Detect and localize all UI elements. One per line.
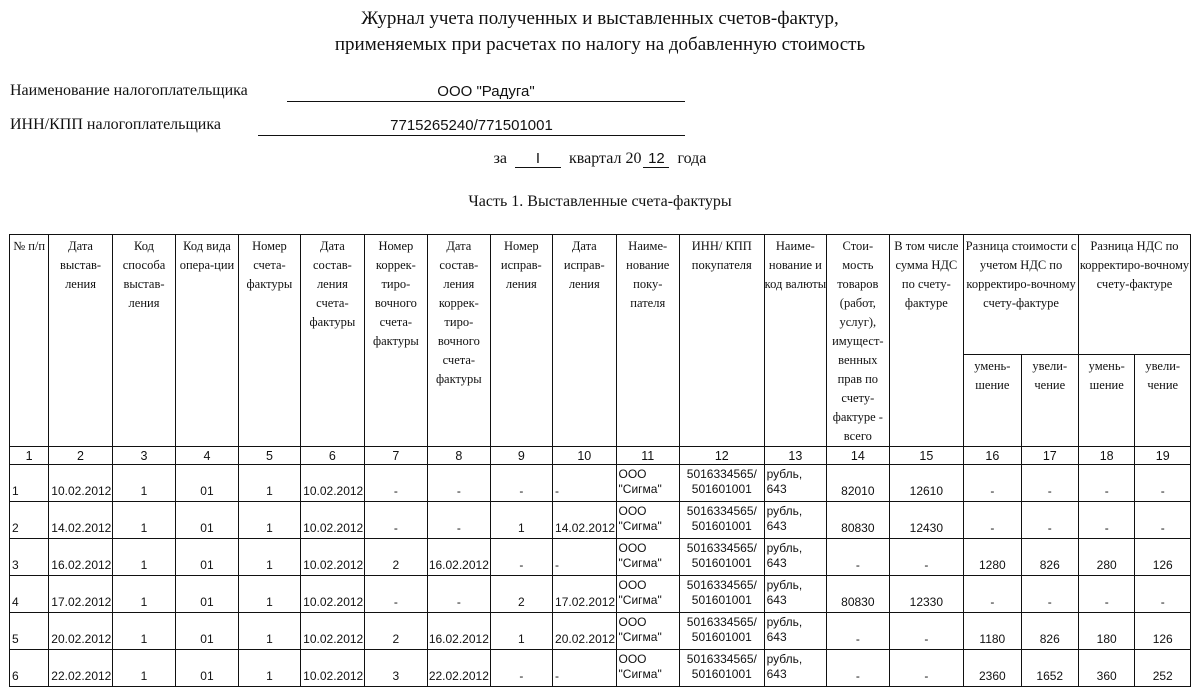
- method-code: 1: [112, 650, 175, 687]
- currency-line: 643: [766, 593, 787, 607]
- cost-diff-increase: 826: [1021, 539, 1078, 576]
- header-c6: Дата состав-ления счета-фактуры: [301, 235, 364, 447]
- invoice-date: 10.02.2012: [301, 502, 364, 539]
- issue-date: 16.02.2012: [49, 539, 112, 576]
- vat-diff-decrease: -: [1078, 576, 1134, 613]
- invoice-date: 10.02.2012: [301, 465, 364, 502]
- buyer-inn-kpp: [679, 613, 764, 650]
- cost-diff-increase: 826: [1021, 613, 1078, 650]
- total-cost: -: [827, 539, 889, 576]
- column-number: 10: [553, 447, 616, 465]
- column-number: 8: [428, 447, 490, 465]
- buyer-inn-kpp-line: 501601001: [691, 519, 752, 533]
- buyer-inn-kpp: [679, 539, 764, 576]
- invoice-number: 1: [238, 465, 300, 502]
- row-number: 6: [10, 650, 49, 687]
- buyer-name: [616, 502, 679, 539]
- buyer-inn-kpp-line: 501601001: [691, 593, 752, 607]
- issue-date: 10.02.2012: [49, 465, 112, 502]
- table-body: [10, 465, 1191, 687]
- cost-diff-decrease: -: [964, 465, 1021, 502]
- inn-label: ИНН/КПП налогоплательщика: [10, 116, 221, 133]
- method-code: 1: [112, 465, 175, 502]
- table-row: [10, 613, 1191, 650]
- column-number: 19: [1135, 447, 1191, 465]
- correction-invoice-date: -: [428, 502, 490, 539]
- buyer-name: [616, 539, 679, 576]
- buyer-name-line: "Сигма": [618, 482, 662, 496]
- period-quarter: I: [515, 150, 561, 168]
- buyer-inn-kpp-line: 5016334565/: [686, 615, 757, 629]
- correction-invoice-number: -: [364, 465, 427, 502]
- currency: [764, 465, 826, 502]
- invoice-number: 1: [238, 650, 300, 687]
- invoice-date: 10.02.2012: [301, 576, 364, 613]
- correction-invoice-date: 16.02.2012: [428, 613, 490, 650]
- header-c10: Дата исправ-ления: [553, 235, 616, 447]
- vat-amount: -: [889, 650, 964, 687]
- correction-invoice-date: 16.02.2012: [428, 539, 490, 576]
- column-number: 4: [176, 447, 238, 465]
- currency-line: 643: [766, 556, 787, 570]
- header-c17: увели-чение: [1021, 355, 1078, 447]
- buyer-inn-kpp: [679, 502, 764, 539]
- fix-number: -: [490, 650, 552, 687]
- period-suffix: года: [677, 150, 707, 167]
- buyer-name-line: "Сигма": [618, 667, 662, 681]
- vat-diff-increase: 126: [1135, 613, 1191, 650]
- row-number: 3: [10, 539, 49, 576]
- currency: [764, 502, 826, 539]
- header-c4: Код вида опера-ции: [176, 235, 238, 447]
- currency-line: рубль,: [766, 541, 803, 555]
- cost-diff-increase: -: [1021, 576, 1078, 613]
- journal-title-line2: применяемых при расчетах по налогу на добавленную стоимость: [334, 34, 866, 55]
- method-code: 1: [112, 502, 175, 539]
- vat-diff-decrease: 280: [1078, 539, 1134, 576]
- part-title: Часть 1. Выставленные счета-фактуры: [468, 193, 732, 210]
- cost-diff-increase: 1652: [1021, 650, 1078, 687]
- cost-diff-increase: -: [1021, 465, 1078, 502]
- total-cost: -: [827, 650, 889, 687]
- buyer-name-line: ООО: [618, 652, 647, 666]
- fix-number: 1: [490, 613, 552, 650]
- vat-amount: -: [889, 613, 964, 650]
- fix-number: 1: [490, 502, 552, 539]
- header-c9: Номер исправ-ления: [490, 235, 552, 447]
- vat-diff-increase: 252: [1135, 650, 1191, 687]
- buyer-inn-kpp-line: 5016334565/: [686, 504, 757, 518]
- header-c5: Номер счета-фактуры: [238, 235, 300, 447]
- operation-code: 01: [176, 613, 238, 650]
- buyer-name-line: ООО: [618, 541, 647, 555]
- header-c8: Дата состав-ления коррек-тиро-вочного счета-фактуры: [428, 235, 490, 447]
- table-row: [10, 465, 1191, 502]
- buyer-inn-kpp: [679, 650, 764, 687]
- column-number: 16: [964, 447, 1021, 465]
- invoice-date: 10.02.2012: [301, 650, 364, 687]
- taxpayer-name: ООО "Радуга": [287, 83, 685, 102]
- method-code: 1: [112, 613, 175, 650]
- fix-date: 20.02.2012: [553, 613, 616, 650]
- currency: [764, 650, 826, 687]
- table-row: [10, 539, 1191, 576]
- column-number-row: [10, 447, 1191, 465]
- buyer-inn-kpp-line: 501601001: [691, 630, 752, 644]
- buyer-name-line: "Сигма": [618, 593, 662, 607]
- header-c12: ИНН/ КПП покупателя: [679, 235, 764, 447]
- buyer-name-line: ООО: [618, 467, 647, 481]
- total-cost: 80830: [827, 502, 889, 539]
- buyer-name-line: ООО: [618, 578, 647, 592]
- column-number: 18: [1078, 447, 1134, 465]
- period-middle: квартал 20: [569, 150, 642, 167]
- vat-amount: 12330: [889, 576, 964, 613]
- buyer-name-line: "Сигма": [618, 519, 662, 533]
- issue-date: 20.02.2012: [49, 613, 112, 650]
- buyer-name: [616, 613, 679, 650]
- invoice-date: 10.02.2012: [301, 613, 364, 650]
- row-number: 2: [10, 502, 49, 539]
- buyer-inn-kpp-line: 5016334565/: [686, 541, 757, 555]
- issue-date: 14.02.2012: [49, 502, 112, 539]
- invoice-number: 1: [238, 613, 300, 650]
- buyer-inn-kpp-line: 501601001: [691, 667, 752, 681]
- currency-line: 643: [766, 667, 787, 681]
- currency-line: 643: [766, 630, 787, 644]
- header-c14: Стои-мость товаров (работ, услуг), имущест-венных прав по счету-фактуре - всего: [827, 235, 889, 447]
- period-line: [0, 150, 1200, 168]
- correction-invoice-number: 2: [364, 539, 427, 576]
- column-number: 3: [112, 447, 175, 465]
- correction-invoice-date: -: [428, 576, 490, 613]
- issue-date: 17.02.2012: [49, 576, 112, 613]
- currency: [764, 613, 826, 650]
- cost-diff-decrease: 1280: [964, 539, 1021, 576]
- row-number: 5: [10, 613, 49, 650]
- header-c11: Наиме-нование поку-пателя: [616, 235, 679, 447]
- vat-diff-increase: -: [1135, 465, 1191, 502]
- header-c15: В том числе сумма НДС по счету-фактуре: [889, 235, 964, 447]
- currency-line: рубль,: [766, 504, 803, 518]
- row-number: 4: [10, 576, 49, 613]
- vat-amount: 12430: [889, 502, 964, 539]
- currency-line: рубль,: [766, 578, 803, 592]
- vat-amount: -: [889, 539, 964, 576]
- currency: [764, 576, 826, 613]
- column-number: 17: [1021, 447, 1078, 465]
- buyer-inn-kpp: [679, 576, 764, 613]
- header-c13: Наиме-нование и код валюты: [764, 235, 826, 447]
- total-cost: 80830: [827, 576, 889, 613]
- currency-line: 643: [766, 482, 787, 496]
- correction-invoice-number: -: [364, 502, 427, 539]
- correction-invoice-number: -: [364, 576, 427, 613]
- fix-date: -: [553, 539, 616, 576]
- buyer-inn-kpp-line: 5016334565/: [686, 578, 757, 592]
- buyer-name-line: ООО: [618, 504, 647, 518]
- method-code: 1: [112, 576, 175, 613]
- column-number: 14: [827, 447, 889, 465]
- header-c7: Номер коррек-тиро-вочного счета-фактуры: [364, 235, 427, 447]
- fix-date: 17.02.2012: [553, 576, 616, 613]
- cost-diff-decrease: 2360: [964, 650, 1021, 687]
- table-row: [10, 576, 1191, 613]
- correction-invoice-date: 22.02.2012: [428, 650, 490, 687]
- header-c2: Дата выстав-ления: [49, 235, 112, 447]
- operation-code: 01: [176, 539, 238, 576]
- fix-date: -: [553, 465, 616, 502]
- currency-line: 643: [766, 519, 787, 533]
- cost-diff-decrease: -: [964, 502, 1021, 539]
- operation-code: 01: [176, 465, 238, 502]
- column-number: 2: [49, 447, 112, 465]
- buyer-name-line: "Сигма": [618, 556, 662, 570]
- table-row: [10, 650, 1191, 687]
- buyer-inn-kpp-line: 5016334565/: [686, 652, 757, 666]
- table-row: [10, 502, 1191, 539]
- invoice-number: 1: [238, 502, 300, 539]
- total-cost: 82010: [827, 465, 889, 502]
- buyer-inn-kpp-line: 5016334565/: [686, 467, 757, 481]
- buyer-inn-kpp: [679, 465, 764, 502]
- invoice-date: 10.02.2012: [301, 539, 364, 576]
- fix-date: 14.02.2012: [553, 502, 616, 539]
- header-c18: умень-шение: [1078, 355, 1134, 447]
- vat-diff-decrease: 180: [1078, 613, 1134, 650]
- vat-amount: 12610: [889, 465, 964, 502]
- header-c1: № п/п: [10, 235, 49, 447]
- fix-date: -: [553, 650, 616, 687]
- issue-date: 22.02.2012: [49, 650, 112, 687]
- buyer-inn-kpp-line: 501601001: [691, 482, 752, 496]
- total-cost: -: [827, 613, 889, 650]
- column-number: 12: [679, 447, 764, 465]
- header-group-cost-diff: Разница стоимости с учетом НДС по корректиро-вочному счету-фактуре: [964, 235, 1079, 355]
- buyer-name-line: "Сигма": [618, 630, 662, 644]
- column-number: 5: [238, 447, 300, 465]
- buyer-name: [616, 576, 679, 613]
- cost-diff-decrease: 1180: [964, 613, 1021, 650]
- column-number: 13: [764, 447, 826, 465]
- buyer-name-line: ООО: [618, 615, 647, 629]
- correction-invoice-number: 2: [364, 613, 427, 650]
- header-c19: увели-чение: [1135, 355, 1191, 447]
- header-c16: умень-шение: [964, 355, 1021, 447]
- column-number: 7: [364, 447, 427, 465]
- invoice-journal-table: [9, 234, 1191, 687]
- vat-diff-increase: -: [1135, 502, 1191, 539]
- method-code: 1: [112, 539, 175, 576]
- fix-number: -: [490, 465, 552, 502]
- vat-diff-decrease: -: [1078, 465, 1134, 502]
- buyer-name: [616, 465, 679, 502]
- currency-line: рубль,: [766, 615, 803, 629]
- operation-code: 01: [176, 576, 238, 613]
- inn-value: 7715265240/771501001: [258, 117, 685, 136]
- correction-invoice-date: -: [428, 465, 490, 502]
- fix-number: -: [490, 539, 552, 576]
- vat-diff-increase: -: [1135, 576, 1191, 613]
- header-group-vat-diff: Разница НДС по корректиро-вочному счету-фактуре: [1078, 235, 1190, 355]
- operation-code: 01: [176, 502, 238, 539]
- cost-diff-decrease: -: [964, 576, 1021, 613]
- row-number: 1: [10, 465, 49, 502]
- vat-diff-decrease: 360: [1078, 650, 1134, 687]
- vat-diff-decrease: -: [1078, 502, 1134, 539]
- period-prefix: за: [493, 150, 508, 167]
- buyer-name: [616, 650, 679, 687]
- currency: [764, 539, 826, 576]
- column-number: 11: [616, 447, 679, 465]
- column-number: 15: [889, 447, 964, 465]
- fix-number: 2: [490, 576, 552, 613]
- correction-invoice-number: 3: [364, 650, 427, 687]
- column-number: 6: [301, 447, 364, 465]
- currency-line: рубль,: [766, 652, 803, 666]
- cost-diff-increase: -: [1021, 502, 1078, 539]
- invoice-number: 1: [238, 576, 300, 613]
- buyer-inn-kpp-line: 501601001: [691, 556, 752, 570]
- operation-code: 01: [176, 650, 238, 687]
- period-year: 12: [643, 150, 669, 168]
- journal-title-line1: Журнал учета полученных и выставленных счетов-фактур,: [361, 8, 839, 29]
- invoice-number: 1: [238, 539, 300, 576]
- currency-line: рубль,: [766, 467, 803, 481]
- vat-diff-increase: 126: [1135, 539, 1191, 576]
- header-c3: Код способа выстав-ления: [112, 235, 175, 447]
- taxpayer-label: Наименование налогоплательщика: [10, 82, 248, 99]
- column-number: 1: [10, 447, 49, 465]
- column-number: 9: [490, 447, 552, 465]
